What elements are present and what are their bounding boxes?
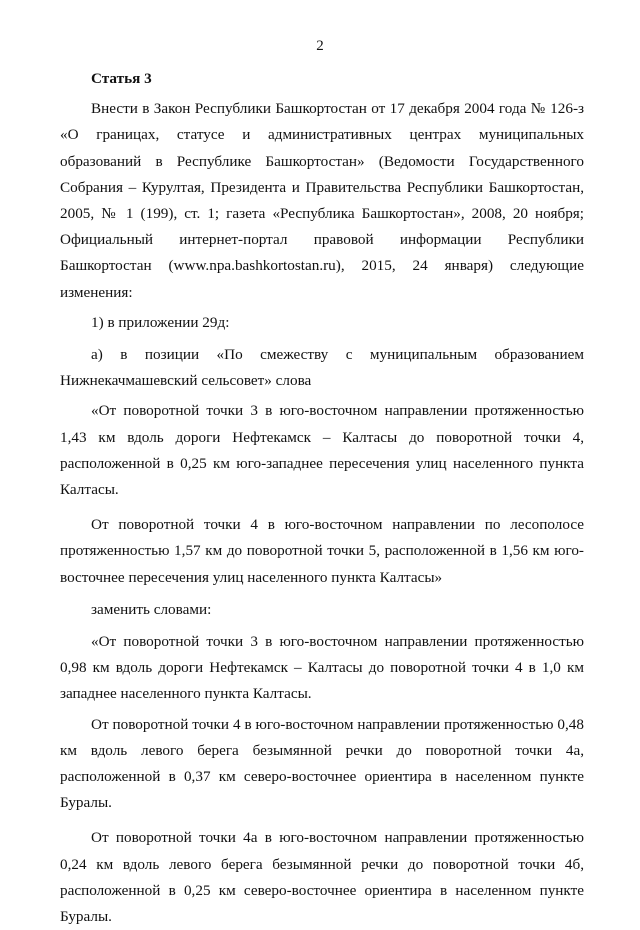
item-a-paragraph: а) в позиции «По смежеству с муниципальным образованием Нижнекачмашевский сельсовет» слова	[60, 346, 584, 390]
item-1-paragraph: 1) в приложении 29д:	[91, 313, 230, 331]
old-text-paragraph-2: От поворотной точки 4 в юго-восточном направлении по лесополосе протяженностью 1,57 км до поворотной точки 5, расположенной в 1,56 км юго-восточнее пересечения улиц населенного пункта Калтасы»	[60, 516, 584, 586]
page-number: 2	[316, 38, 324, 54]
intro-paragraph: Внести в Закон Республики Башкортостан от 17 декабря 2004 года № 126-з «О границах, статусе и административных центрах муниципальных образований в Республике Башкортостан» (Ведомости Государственного Собрания – Курултая, Президента и Правительства Республики Башкортостан, 2005, № 1 (199), ст. 1; газета «Республика Башкортостан», 2008, 20 ноября; Официальный интернет-портал правовой информации Республики Башкортостан (www.npa.bashkortostan.ru), 2015, 24 января) следующие изменения:	[60, 100, 584, 301]
new-text-paragraph-1: «От поворотной точки 3 в юго-восточном направлении протяженностью 0,98 км вдоль дороги Нефтекамск – Калтасы до поворотной точки 4 в 1,0 км западнее населенного пункта Калтасы.	[60, 633, 584, 703]
new-text-paragraph-2: От поворотной точки 4 в юго-восточном направлении протяженностью 0,48 км вдоль левого берега безымянной речки до поворотной точки 4а, расположенной в 0,37 км северо-восточнее ориентира в населенном пункте Буралы.	[60, 715, 584, 812]
document-body	[60, 66, 584, 930]
old-text-paragraph-1: «От поворотной точки 3 в юго-восточном направлении протяженностью 1,43 км вдоль дороги Нефтекамск – Калтасы до поворотной точки 4, расположенной в 0,25 км юго-западнее пересечения улиц населенного пункта Калтасы.	[60, 402, 584, 499]
replace-with-paragraph: заменить словами:	[91, 600, 212, 618]
article-title: Статья 3	[91, 70, 152, 87]
new-text-paragraph-3: От поворотной точки 4а в юго-восточном направлении протяженностью 0,24 км вдоль левого берега безымянной речки до поворотной точки 4б, расположенной в 0,25 км северо-восточнее ориентира в населенном пункте Буралы.	[60, 829, 584, 926]
